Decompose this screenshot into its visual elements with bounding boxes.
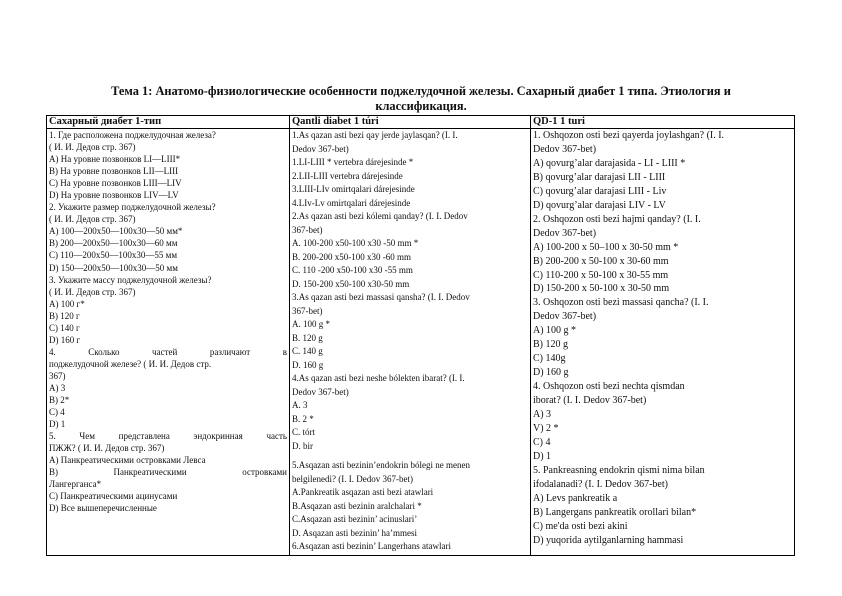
question-line: A) 100-200 x 50–100 x 30-50 mm *: [533, 241, 679, 253]
question-line: 367): [49, 370, 66, 381]
question-line: C) 4: [533, 436, 551, 448]
column-karakalpak: [290, 129, 531, 556]
question-line: A) qovurg’alar darajasida - LI - LIII *: [533, 157, 686, 169]
question-line: Dedov 367-bet): [292, 143, 349, 154]
question-line: D) yuqorida aytilganlarning hammasi: [533, 534, 684, 546]
question-line: C) 140g: [533, 353, 566, 365]
title-line-1: Тема 1: Анатомо-физиологические особенности поджелудочной железы. Сахарный диабет 1 типа. Этиология и: [111, 84, 731, 98]
question-line: V) 2 *: [533, 423, 559, 435]
table-header-row: [47, 116, 795, 129]
question-line: В) 2*: [49, 395, 70, 406]
question-line: B) 120 g: [533, 339, 568, 351]
question-line: 5. Чем представлена эндокринная часть: [49, 431, 287, 442]
question-line: Dedov 367-bet): [533, 143, 597, 155]
question-line: ifodalanadi? (I. I. Dedov 367-bet): [533, 478, 668, 490]
title-line-2: классификация.: [375, 99, 467, 113]
question-line: ( И. И. Дедов стр. 367): [49, 214, 136, 225]
column-uzbek: [531, 129, 795, 556]
question-line: ( И. И. Дедов стр. 367): [49, 286, 136, 297]
question-line: D) 150—200х50—100х30—50 мм: [49, 262, 178, 273]
question-line: D) 150-200 x 50-100 x 30-50 mm: [533, 283, 670, 295]
questions-table: [46, 115, 795, 556]
question-line: B. 200-200 x50-100 x30 -60 mm: [292, 251, 411, 262]
question-line: 2.As qazan asti bezi kólemi qanday? (I. I. Dedov: [292, 211, 468, 221]
question-line: 3. Oshqozon osti bezi massasi qancha? (I. I.: [533, 297, 709, 309]
question-line: B. 2 *: [292, 413, 314, 424]
question-line: В) 200—200х50—100х30—60 мм: [49, 238, 178, 249]
question-line: A. 100-200 x50-100 x30 -50 mm *: [292, 238, 419, 248]
question-line: Dedov 367-bet): [533, 227, 597, 239]
question-line: D) 160 г: [49, 334, 81, 345]
question-line: A.Pankreatik asqazan asti bezi atawlari: [292, 487, 434, 497]
question-line: 367-bet): [292, 224, 323, 235]
question-line: Dedov 367-bet): [292, 386, 349, 397]
question-line: В) Панкреатическими островками: [49, 467, 287, 478]
question-line: 2.LII-LIII vertebra dárejesinde: [292, 170, 403, 181]
question-line: 1.As qazan asti bezi qay jerde jaylasqan? (I. I.: [292, 130, 458, 140]
question-line: В) 120 г: [49, 310, 80, 321]
question-line: ( И. И. Дедов стр. 367): [49, 142, 136, 153]
question-line: А) 3: [49, 382, 66, 393]
question-line: 3.LIII-LIv omirtqalari dárejesinde: [292, 184, 415, 194]
question-line: 4.LIv-Lv omirtqalari dárejesinde: [292, 197, 411, 208]
question-line: B) 200-200 x 50-100 x 30-60 mm: [533, 255, 669, 267]
question-line: 4. Oshqozon osti bezi nechta qismdan: [533, 381, 685, 393]
question-line: D) Все вышеперечисленные: [49, 503, 157, 514]
question-line: C.Asqazan asti bezinin’ acinuslari’: [292, 514, 418, 524]
column-header-russian: Сахарный диабет 1-тип: [47, 116, 290, 129]
question-line: 6.Asqazan asti bezinin’ Langerhans atawlari: [292, 541, 452, 551]
question-line: D) 160 g: [533, 367, 569, 379]
question-line: поджелудочной железе? ( И. И. Дедов стр.: [49, 358, 212, 369]
question-line: iborat? (I. I. Dedov 367-bet): [533, 395, 647, 407]
question-line: 3.As qazan asti bezi massasi qansha? (I. I. Dedov: [292, 292, 470, 302]
question-line: С) Панкреатическими ацинусами: [49, 491, 178, 502]
question-line: C) qovurg’alar darajasi LIII - Liv: [533, 185, 667, 197]
question-line: А) 100 г*: [49, 298, 85, 309]
question-line: D) 1: [533, 450, 552, 462]
question-line: D. bir: [292, 440, 313, 451]
question-line: С) 110—200х50—100х30—55 мм: [49, 250, 178, 261]
question-line: 4. Сколько частей различают в: [49, 346, 287, 357]
question-line: 2. Укажите размер поджелудочной железы?: [49, 202, 216, 213]
question-line: C) me'da osti bezi akini: [533, 520, 628, 532]
question-line: D. Asqazan asti bezinin’ ha’mmesi: [292, 527, 418, 538]
question-line: 4.As qazan asti bezi neshe bólekten ibarat? (I. I.: [292, 373, 465, 383]
question-line: 5.Asqazan asti bezinin’endokrin bólegi ne menen: [292, 460, 470, 470]
question-line: A) 100 g *: [533, 325, 577, 337]
question-line: B) qovurg’alar darajasi LII - LIII: [533, 171, 666, 183]
question-line: belgilenedi? (I. I. Dedov 367-bet): [292, 473, 413, 484]
question-line: D. 160 g: [292, 359, 324, 370]
column-header-karakalpak: Qantli diabet 1 túri: [290, 116, 531, 129]
question-line: А) На уровне позвонков LI—LIII*: [49, 154, 181, 165]
question-line: 367-bet): [292, 305, 323, 316]
question-line: C. 140 g: [292, 346, 323, 356]
question-line: 5. Pankreasning endokrin qismi nima bilan: [533, 464, 705, 476]
question-line: 3. Укажите массу поджелудочной железы?: [49, 274, 212, 285]
question-line: С) На уровне позвонков LIII—LIV: [49, 178, 182, 189]
question-line: D) qovurg’alar darajasi LIV - LV: [533, 199, 666, 211]
question-line: С) 4: [49, 407, 65, 418]
question-line: 1.LI-LIII * vertebra dárejesinde *: [292, 157, 414, 167]
question-line: A. 3: [292, 400, 308, 410]
question-line: C. tórt: [292, 427, 316, 437]
column-russian: [47, 129, 290, 556]
question-line: А) Панкреатическими островками Левса: [49, 455, 206, 466]
question-line: B) Langergans pankreatik orollari bilan*: [533, 506, 697, 518]
column-header-uzbek: QD-1 1 turi: [531, 116, 795, 129]
question-line: С) 140 г: [49, 322, 80, 333]
question-line: A) 3: [533, 409, 552, 421]
question-line: A. 100 g *: [292, 319, 330, 329]
question-line: ПЖЖ? ( И. И. Дедов стр. 367): [49, 443, 165, 454]
question-line: 1. Где расположена поджелудочная железа?: [49, 130, 216, 140]
question-line: B. 120 g: [292, 332, 323, 343]
question-line: A) Levs pankreatik a: [533, 492, 618, 504]
question-line: Лангерганса*: [49, 479, 102, 490]
table-body-row: [47, 129, 795, 556]
question-line: B.Asqazan asti bezinin aralchalari *: [292, 500, 422, 511]
question-line: 2. Oshqozon osti bezi hajmi qanday? (I. I.: [533, 213, 701, 225]
question-line: D. 150-200 x50-100 x30-50 mm: [292, 278, 410, 289]
question-line: D) На уровне позвонков LIV—LV: [49, 190, 179, 201]
question-line: C) 110-200 x 50-100 x 30-55 mm: [533, 269, 669, 281]
question-line: 1. Oshqozon osti bezi qayerda joylashgan? (I. I.: [533, 130, 725, 141]
question-line: D) 1: [49, 419, 66, 430]
question-line: Dedov 367-bet): [533, 311, 597, 323]
document-title: [60, 84, 782, 114]
question-line: C. 110 -200 x50-100 x30 -55 mm: [292, 265, 413, 275]
question-line: В) На уровне позвонков LII—LIII: [49, 166, 179, 177]
question-line: А) 100—200х50—100х30—50 мм*: [49, 226, 183, 237]
